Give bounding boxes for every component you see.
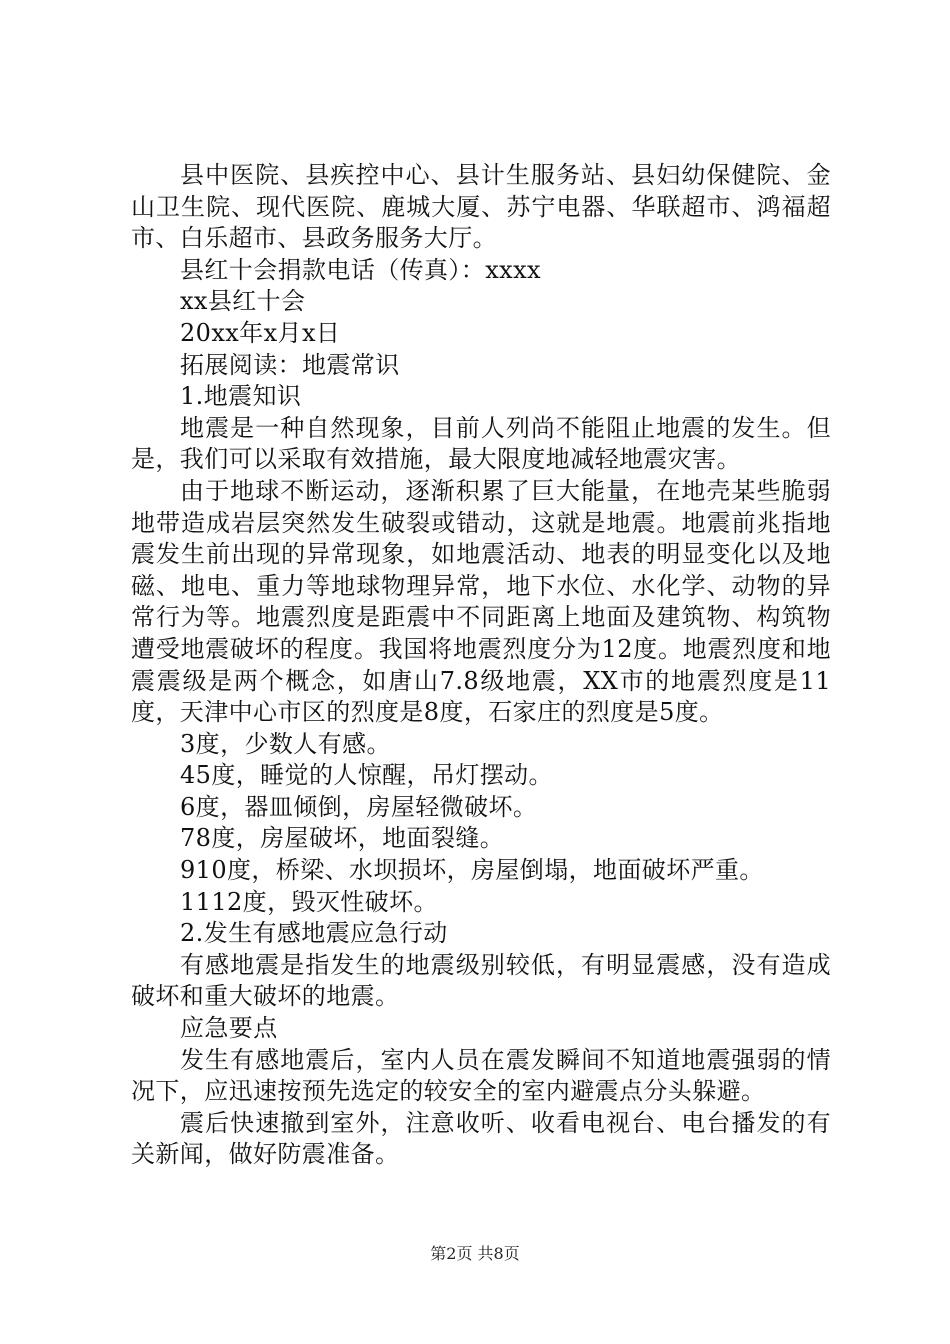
paragraph-evacuate-outdoors: 震后快速撤到室外，注意收听、收看电视台、电台播发的有关新闻，做好防震准备。 (131, 1108, 831, 1169)
intensity-item-9-10: 910度，桥梁、水坝损坏，房屋倒塌，地面破坏严重。 (180, 856, 764, 885)
paragraph-organization: xx县红十会 (180, 287, 306, 316)
intensity-item-11-12: 1112度，毁灭性破坏。 (180, 887, 438, 916)
paragraph-natural-phenomenon: 地震是一种自然现象，目前人列尚不能阻止地震的发生。但是，我们可以采取有效措施，最大限度地减轻地震灾害。 (131, 413, 831, 474)
intensity-item-3: 3度，少数人有感。 (180, 729, 391, 758)
section-heading-emergency-action: 2.发生有感地震应急行动 (180, 919, 448, 948)
section-heading-extended-reading: 拓展阅读：地震常识 (180, 350, 400, 379)
paragraph-earthquake-explanation: 由于地球不断运动，逐渐积累了巨大能量，在地壳某些脆弱地带造成岩层突然发生破裂或错动，这就是地震。地震前兆指地震发生前出现的异常现象，如地震活动、地表的明显变化以及地磁、地电、重力等地球物理异常，地下水位、水化学、动物的异常行为等。地震烈度是距震中不同距离上地面及建筑物、构筑物遭受地震破坏的程度。我国将地震烈度分为12度。地震烈度和地震震级是两个概念，如唐山7.8级地震，XX市的地震烈度是11度，天津中心市区的烈度是8度，石家庄的烈度是5度。 (131, 476, 831, 727)
section-heading-earthquake-knowledge: 1.地震知识 (180, 382, 302, 411)
paragraph-indoor-shelter: 发生有感地震后，室内人员在震发瞬间不知道地震强弱的情况下，应迅速按预先选定的较安全的室内避震点分头躲避。 (131, 1045, 831, 1106)
intensity-item-6: 6度，器皿倾倒，房屋轻微破坏。 (180, 792, 538, 821)
intensity-item-7-8: 78度，房屋破坏，地面裂缝。 (180, 824, 505, 853)
paragraph-hospitals-list: 县中医院、县疾控中心、县计生服务站、县妇幼保健院、金山卫生院、现代医院、鹿城大厦、苏宁电器、华联超市、鸿福超市、白乐超市、县政务服务大厅。 (131, 161, 831, 253)
section-heading-emergency-points: 应急要点 (180, 1014, 278, 1043)
paragraph-donation-phone: 县红十会捐款电话（传真）：xxxx (180, 255, 541, 284)
document-body (131, 160, 831, 1171)
paragraph-date: 20xx年x月x日 (180, 318, 341, 347)
page-number-footer: 第2页 共8页 (430, 1244, 520, 1263)
paragraph-felt-earthquake-definition: 有感地震是指发生的地震级别较低，有明显震感，没有造成破坏和重大破坏的地震。 (131, 950, 831, 1011)
intensity-item-4-5: 45度，睡觉的人惊醒，吊灯摆动。 (180, 761, 553, 790)
